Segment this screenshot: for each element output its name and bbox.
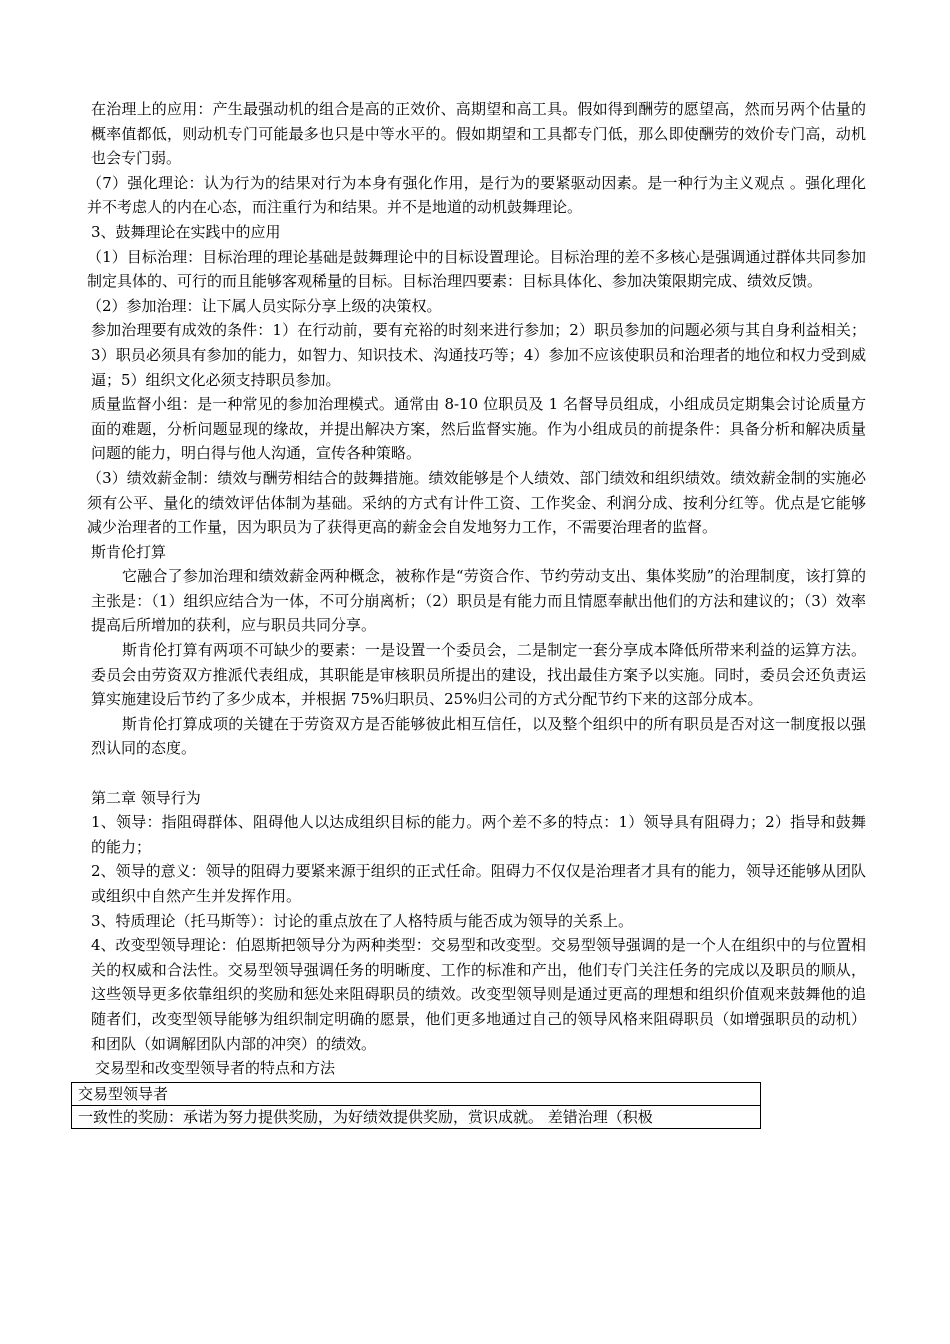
- document-body: [78, 97, 866, 1129]
- paragraph-participation-conditions: 参加治理要有成效的条件：1）在行动前，要有充裕的时刻来进行参加；2）职员参加的问题必须与其自身利益相关；3）职员必须具有参加的能力，如智力、知识技术、沟通技巧等；4）参加不应该使职员和治理者的地位和权力受到威逼；5）组织文化必须支持职员参加。: [91, 321, 866, 389]
- chapter-heading-leadership: 第二章 领导行为: [91, 788, 201, 807]
- paragraph-mbo: （1）目标治理：目标治理的理论基础是鼓舞理论中的目标设置理论。目标治理的差不多核心是强调通过群体共同参加制定具体的、可行的而且能够客观稀量的目标。目标治理四要素：目标具体化、参加决策限期完成、绩效反馈。: [87, 247, 866, 291]
- paragraph-application: 在治理上的应用：产生最强动机的组合是高的正效价、高期望和高工具。假如得到酬劳的愿望高，然而另两个估量的概率值都低，则动机专门可能最多也只是中等水平的。假如期望和工具都专门低，那么即使酬劳的效价专门高，动机也会专门弱。: [91, 100, 866, 168]
- paragraph-quality-circle: 质量监督小组：是一种常见的参加治理模式。通常由 8-10 位职员及 1 名督导员组成，小组成员定期集会讨论质量方面的难题，分析问题显现的缘故，并提出解决方案，然后监督实施。作为小组成员的前提条件：具备分析和解决质量问题的能力，明白得与他人沟通，宣传各种策略。: [91, 395, 866, 463]
- paragraph-participative-management: （2）参加治理：让下属人员实际分享上级的决策权。: [87, 296, 442, 315]
- paragraph-scanlon-key: 斯肯伦打算成项的关键在于劳资双方是否能够彼此相互信任，以及整个组织中的所有职员是否对这一制度报以强烈认同的态度。: [91, 714, 866, 758]
- paragraph-leadership-meaning: 2、领导的意义：领导的阻碍力要紧来源于组织的正式任命。阻碍力不仅仅是治理者才具有的能力，领导还能够从团队或组织中自然产生并发挥作用。: [91, 862, 866, 905]
- paragraph-trait-theory: 3、特质理论（托马斯等）：讨论的重点放在了人格特质与能否成为领导的关系上。: [91, 911, 634, 930]
- table-caption: 交易型和改变型领导者的特点和方法: [95, 1059, 336, 1078]
- table-row: [72, 1082, 761, 1105]
- heading-scanlon-plan: 斯肯伦打算: [91, 542, 167, 561]
- paragraph-scanlon-elements: 斯肯伦打算有两项不可缺少的要素：一是设置一个委员会，二是制定一套分享成本降低所带来利益的运算方法。委员会由劳资双方推派代表组成，其职能是审核职员所提出的建设，找出最佳方案予以实施。同时，委员会还负责运算实施建设后节约了多少成本，并根据 75%归职员、25%归公司的方式分配节约下来的这部分成本。: [91, 641, 866, 709]
- section-heading-practice: 3、鼓舞理论在实践中的应用: [91, 222, 281, 241]
- paragraph-transformational-leadership: 4、改变型领导理论：伯恩斯把领导分为两种类型：交易型和改变型。交易型领导强调的是一个人在组织中的与位置相关的权威和合法性。交易型领导强调任务的明晰度、工作的标准和产出，他们专门关注任务的完成以及职员的顺从，这些领导更多依靠组织的奖励和惩处来阻碍职员的绩效。改变型领导则是通过更高的理想和组织价值观来鼓舞他的追随者们，改变型领导能够为组织制定明确的愿景，他们更多地通过自己的领导风格来阻碍职员（如增强职员的动机）和团队（如调解团队内部的冲突）的绩效。: [91, 936, 866, 1053]
- table-header-cell: 交易型领导者: [72, 1082, 761, 1105]
- table-row: [72, 1105, 761, 1128]
- paragraph-scanlon-concept: 它融合了参加治理和绩效薪金两种概念，被称作是“劳资合作、节约劳动支出、集体奖励”的治理制度，该打算的主张是：（1）组织应结合为一体，不可分崩离析；（2）职员是有能力而且情愿奉献出他们的方法和建议的；（3）效率提高后所增加的获利，应与职员共同分享。: [91, 567, 866, 635]
- table-cell: 一致性的奖励：承诺为努力提供奖励，为好绩效提供奖励，赏识成就。 差错治理（积极: [72, 1105, 761, 1128]
- paragraph-reinforcement-theory: （7）强化理论：认为行为的结果对行为本身有强化作用，是行为的要紧驱动因素。是一种行为主义观点 。强化理化并不考虑人的内在心态，而注重行为和结果。并不是地道的动机鼓舞理论。: [87, 173, 866, 217]
- blank-line: [91, 761, 866, 786]
- paragraph-leadership-definition: 1、领导：指阻碍群体、阻碍他人以达成组织目标的能力。两个差不多的特点：1）领导具有阻碍力；2）指导和鼓舞的能力；: [91, 813, 866, 856]
- leadership-comparison-table: [71, 1082, 761, 1129]
- paragraph-pay-for-performance: （3）绩效薪金制：绩效与酬劳相结合的鼓舞措施。绩效能够是个人绩效、部门绩效和组织绩效。绩效薪金制的实施必须有公平、量化的绩效评估体制为基础。采纳的方式有计件工资、工作奖金、利润分成、按利分红等。优点是它能够减少治理者的工作量，因为职员为了获得更高的薪金会自发地努力工作，不需要治理者的监督。: [87, 468, 866, 537]
